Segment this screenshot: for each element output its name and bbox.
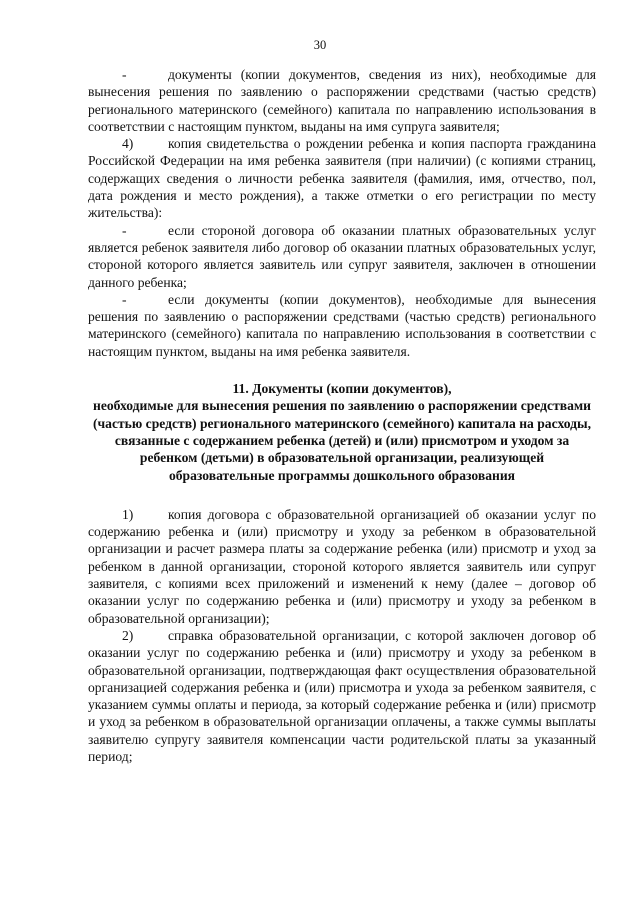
section-heading [88,380,596,484]
paragraph-text: документы (копии документов, сведения из них), необходимые для вынесения решения по заявлению о распоряжении средствами (частью средств) регионального материнского (семейного) капитала по направлению использования в соответствии с настоящим пунктом, выданы на имя супруга заявителя; [88,67,596,134]
paragraph-text: копия свидетельства о рождении ребенка и копия паспорта гражданина Российской Федерации на имя ребенка заявителя (при наличии) (с копиями страниц, содержащих сведения о личности ребенка заявителя (фамилия, имя, отчество, пол, дата рождения и место рождения), а также отметки о его регистрации по месту жительства): [88,136,596,221]
list-item [88,222,596,291]
list-marker: 1) [122,506,134,522]
list-marker: - [122,222,127,238]
list-item [88,66,596,135]
list-marker: - [122,291,127,307]
document-body [88,66,596,765]
section-heading-title: необходимые для вынесения решения по заявлению о распоряжении средствами (частью средств) регионального материнского (семейного) капитала на расходы, связанные с содержанием ребенка (детей) и (или) присмотром и уходом за ребенком (детьми) в образовательной организации, реализующей образовательные программы дошкольного образования [92,398,592,483]
paragraph-text: копия договора с образовательной организацией об оказании услуг по содержанию ребенка и (или) присмотру и уходу за ребенком в образовательной организации и расчет размера платы за содержание ребенка (или) присмотр и уход за ребенком в данной организации, стороной которого является заявитель или супруг заявителя, с копиями всех приложений и изменений к нему (далее – договор об оказании услуг по содержанию ребенка и (или) присмотру и уходу за ребенком в образовательной организации); [88,506,596,626]
list-item [88,135,596,221]
paragraph-text: справка образовательной организации, с которой заключен договор об оказании услуг по содержанию ребенка и (или) присмотру и уходу за ребенком в образовательной организации, подтверждающая факт осуществления образовательной организацией содержания ребенка и (или) присмотра и ухода за ребенком заявителя, с указанием суммы оплаты и периода, за который содержание ребенка и (или) присмотр и уход за ребенком в образовательной организации оплачены, а также суммы выплаты заявителю супругу заявителя компенсации части родительской платы за указанный период; [88,627,596,764]
list-marker: 4) [122,136,134,152]
list-marker: - [122,67,127,82]
page-number: 30 [313,38,327,52]
list-item [88,506,596,627]
paragraph-text: если документы (копии документов), необходимые для вынесения решения по заявлению о распоряжении средствами (частью средств) регионального материнского (семейного) капитала по направлению использования в соответствии с настоящим пунктом, выданы на имя ребенка заявителя. [88,291,596,359]
list-item [88,627,596,765]
paragraph-text: если стороной договора об оказании платных образовательных услуг является ребенок заявителя либо договор об оказании платных образовательных услуг, стороной которого является заявитель или супруг заявителя, заключен в отношении данного ребенка; [88,222,596,290]
section-heading-number: 11. Документы (копии документов), [232,381,452,397]
list-marker: 2) [122,627,134,643]
list-item [88,291,596,360]
